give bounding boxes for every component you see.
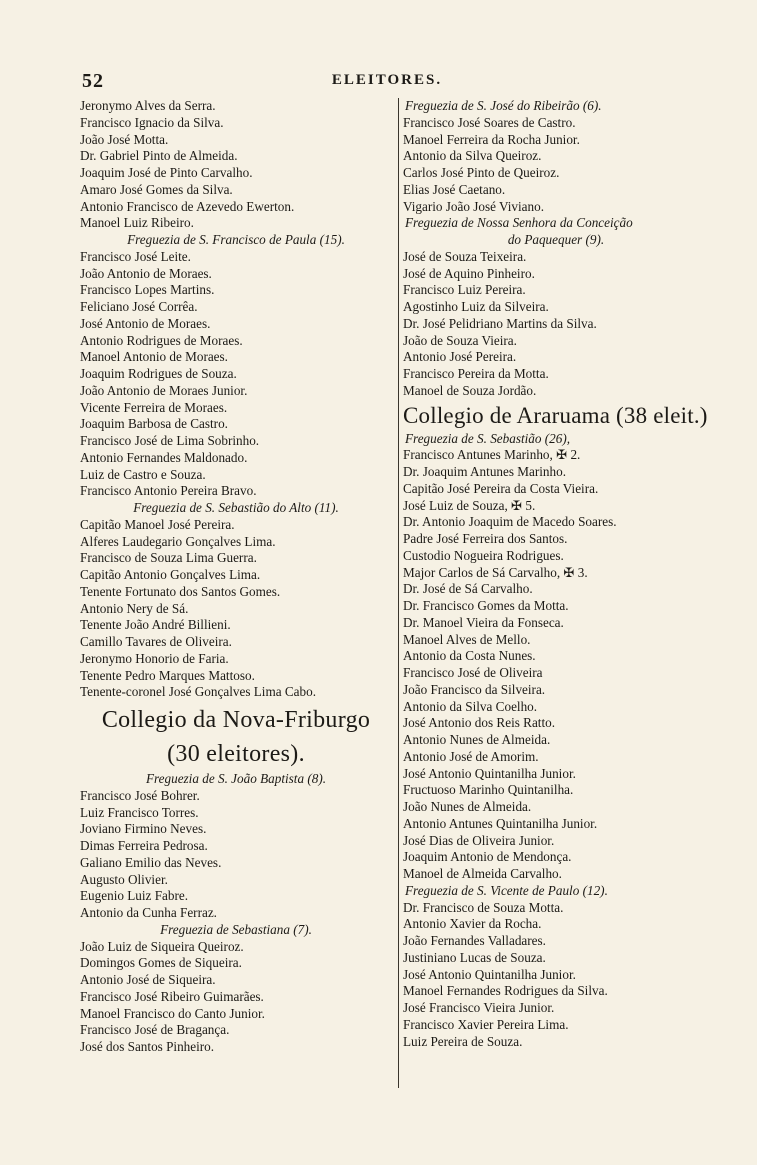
elector-entry: Padre José Ferreira dos Santos. [403,531,568,546]
elector-entry: Feliciano José Corrêa. [80,299,198,314]
elector-entry: Carlos José Pinto de Queiroz. [403,165,560,180]
elector-entry: Dr. Manoel Vieira da Fonseca. [403,614,564,630]
elector-entry: José de Souza Teixeira. [403,248,527,264]
elector-entry: Dr. Francisco de Souza Motta. [403,899,564,915]
elector-entry: Vicente Ferreira de Moraes. [80,399,228,415]
elector-entry: Antonio José de Siqueira. [80,972,216,987]
parish-heading: Freguezia de Nossa Senhora da Conceição [405,215,633,231]
elector-entry: Elias José Caetano. [403,181,506,197]
elector-entry: Major Carlos de Sá Carvalho, ✠ 3. [403,564,588,580]
elector-entry: Capitão Antonio Gonçalves Lima. [80,567,261,582]
elector-entry: Manoel de Souza Jordão. [403,382,537,398]
elector-entry: Manoel Antonio de Moraes. [80,349,228,365]
elector-entry: Dr. Francisco Gomes da Motta. [403,598,569,613]
elector-entry: Amaro José Gomes da Silva. [80,181,233,197]
elector-entry: Camillo Tavares de Oliveira. [80,634,232,649]
elector-entry: Francisco José de Lima Sobrinho. [80,433,260,448]
elector-entry: Joviano Firmino Neves. [80,821,207,837]
elector-entry: Dr. José Pelidriano Martins da Silva. [403,315,597,331]
elector-entry: Antonio José de Amorim. [403,748,539,764]
parish-heading: Freguezia de S. Vicente de Paulo (12). [405,882,608,898]
elector-entry: Luiz Francisco Torres. [80,804,199,820]
left-column [80,98,392,1056]
elector-entry: Tenente Pedro Marques Mattoso. [80,667,255,683]
elector-entry: João de Souza Vieira. [403,332,517,348]
elector-entry: José Antonio de Moraes. [80,315,211,331]
elector-entry: Joaquim Barbosa de Castro. [80,416,228,432]
elector-entry: Fructuoso Marinho Quintanilha. [403,782,574,798]
elector-entry: Capitão José Pereira da Costa Vieira. [403,480,599,496]
elector-entry: Domingos Gomes de Siqueira. [80,955,242,971]
elector-entry: José Antonio dos Reis Ratto. [403,715,556,731]
elector-entry: João Francisco da Silveira. [403,681,546,697]
elector-entry: João José Motta. [80,131,169,147]
parish-heading: Freguezia de S. Sebastião (26), [405,430,571,446]
elector-entry: Francisco José de Oliveira [403,665,543,680]
elector-entry: Joaquim José de Pinto Carvalho. [80,165,253,180]
elector-entry: Antonio Xavier da Rocha. [403,916,542,932]
elector-entry: Antonio José Pereira. [403,349,517,365]
elector-entry: Jeronymo Honorio de Faria. [80,650,229,666]
elector-entry: Joaquim Rodrigues de Souza. [80,366,237,381]
elector-entry: José Antonio Quintanilha Junior. [403,765,576,781]
elector-entry: Tenente-coronel José Gonçalves Lima Cabo. [80,684,317,700]
elector-entry: José Antonio Quintanilha Junior. [403,966,576,982]
elector-entry: Dr. José de Sá Carvalho. [403,581,533,597]
page-number: 52 [82,70,104,92]
elector-entry: José dos Santos Pinheiro. [80,1039,215,1054]
running-title: ELEITORES. [331,72,443,88]
elector-entry: Jeronymo Alves da Serra. [80,98,216,113]
college-heading: Collegio da Nova-Friburgo [101,707,371,733]
elector-entry: Tenente João André Billieni. [80,617,231,633]
parish-heading: Freguezia de Sebastiana (7). [160,921,312,937]
elector-entry: Custodio Nogueira Rodrigues. [403,547,564,563]
elector-entry: Francisco José Soares de Castro. [403,114,576,130]
parish-heading: Freguezia de S. Sebastião do Alto (11). [133,500,339,515]
elector-entry: Francisco Lopes Martins. [80,282,215,298]
elector-entry: Francisco Pereira da Motta. [403,366,549,381]
elector-entry: José Dias de Oliveira Junior. [403,832,555,848]
parish-heading: Freguezia de S. Francisco de Paula (15). [127,232,345,247]
elector-entry: Francisco José Bohrer. [80,787,200,803]
elector-entry: Francisco José Ribeiro Guimarães. [80,988,264,1004]
elector-entry: José de Aquino Pinheiro. [403,265,535,281]
elector-entry: Francisco Xavier Pereira Lima. [403,1016,569,1032]
elector-entry: Antonio da Cunha Ferraz. [80,905,217,920]
elector-entry: Francisco José Leite. [80,248,191,264]
elector-entry: José Francisco Vieira Junior. [403,1000,555,1015]
elector-entry: João Antonio de Moraes. [80,265,212,281]
elector-entry: Dr. Antonio Joaquim de Macedo Soares. [403,514,617,530]
elector-entry: Luiz de Castro e Souza. [80,466,206,482]
elector-entry: Antonio da Silva Queiroz. [403,148,542,164]
elector-entry: João Antonio de Moraes Junior. [80,382,248,398]
page-header [82,70,692,94]
elector-entry: Dr. Joaquim Antunes Marinho. [403,464,567,479]
elector-entry: José Luiz de Souza, ✠ 5. [403,497,536,513]
elector-entry: Francisco Luiz Pereira. [403,282,526,298]
elector-entry: Manoel Fernandes Rodrigues da Silva. [403,983,608,999]
parish-heading: Freguezia de S. João Baptista (8). [145,771,327,786]
elector-entry: Dr. Gabriel Pinto de Almeida. [80,148,238,164]
elector-entry: Antonio Fernandes Maldonado. [80,449,248,465]
elector-entry: Antonio Rodrigues de Moraes. [80,332,243,348]
elector-entry: Francisco José de Bragança. [80,1022,230,1038]
elector-entry: Antonio da Costa Nunes. [403,648,536,664]
elector-entry: Antonio Antunes Quintanilha Junior. [403,815,598,831]
elector-entry: João Nunes de Almeida. [403,799,532,814]
elector-entry: Manoel de Almeida Carvalho. [403,866,562,881]
elector-entry: Antonio Nery de Sá. [80,600,189,616]
elector-entry: João Fernandes Valladares. [403,933,546,948]
elector-entry: Capitão Manoel José Pereira. [80,516,235,532]
elector-entry: Galiano Emilio das Neves. [80,854,222,870]
elector-entry: Agostinho Luiz da Silveira. [403,299,549,314]
elector-entry: Manoel Ferreira da Rocha Junior. [403,131,580,147]
elector-entry: Manoel Francisco do Canto Junior. [80,1005,265,1021]
elector-entry: Vigario João José Viviano. [403,198,545,214]
parish-heading-continued: do Paquequer (9). [507,232,605,247]
elector-entry: Antonio da Silva Coelho. [403,698,538,714]
elector-entry: Francisco Ignacio da Silva. [80,114,224,130]
college-heading: Collegio de Araruama (38 eleit.) [403,402,708,428]
elector-entry: Francisco Antonio Pereira Bravo. [80,483,257,499]
elector-entry: Francisco Antunes Marinho, ✠ 2. [403,447,581,463]
elector-entry: Manoel Luiz Ribeiro. [80,215,194,231]
elector-entry: Alferes Laudegario Gonçalves Lima. [80,533,276,549]
elector-entry: Antonio Francisco de Azevedo Ewerton. [80,198,295,214]
elector-entry: Manoel Alves de Mello. [403,631,531,647]
college-heading: (30 eleitores). [167,741,305,767]
elector-entry: Tenente Fortunato dos Santos Gomes. [80,583,281,599]
elector-entry: Francisco de Souza Lima Guerra. [80,550,257,566]
right-column [398,98,709,1088]
elector-entry: Dimas Ferreira Pedrosa. [80,838,208,853]
elector-entry: Luiz Pereira de Souza. [403,1033,523,1049]
elector-entry: Augusto Olivier. [80,871,168,887]
parish-heading: Freguezia de S. José do Ribeirão (6). [405,98,602,113]
elector-entry: Antonio Nunes de Almeida. [403,732,551,747]
elector-entry: Justiniano Lucas de Souza. [403,949,546,965]
elector-entry: Eugenio Luiz Fabre. [80,888,189,904]
elector-entry: João Luiz de Siqueira Queiroz. [80,938,244,954]
elector-entry: Joaquim Antonio de Mendonça. [403,849,572,865]
